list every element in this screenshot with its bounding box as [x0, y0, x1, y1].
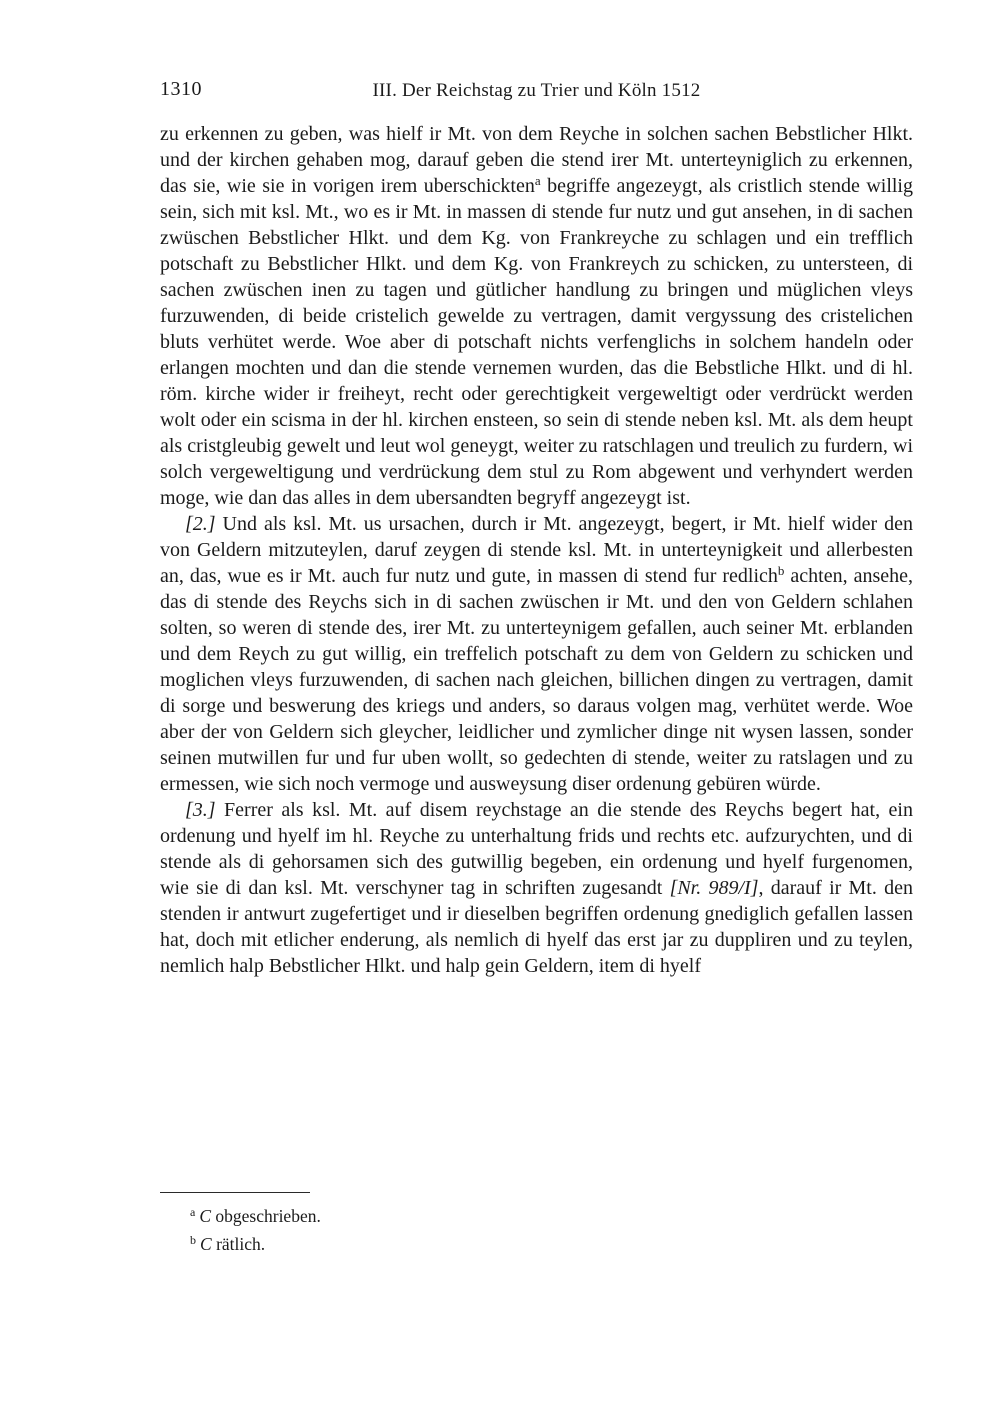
text-run: zu erkennen zu geben, was hielf ir Mt. von dem Reyche in solchen sachen Bebstlicher Hlkt. und der kirchen gehaben mog, darauf geben die stend irer Mt. unterteyniglich zu erkennen, das sie, wie sie in vorigen irem uberschickten	[160, 123, 913, 197]
footnote-marker: a	[190, 1205, 196, 1219]
footnote-block	[160, 1192, 913, 1258]
italic-text: [Nr. 989/I]	[669, 877, 759, 899]
italic-text: [2.]	[185, 513, 216, 535]
text-run: achten, ansehe, das di stende des Reychs sich in di sachen zwüschen ir Mt. und den von Geldern schlahen solten, so weren di stende des, irer Mt. zu unterteynigem gefallen, auch seiner Mt. erblanden und dem Reych zu gut willig, ein treffelich potschaft zu dem von Geldern zu schicken und moglichen vleys furzuwenden, di sachen nach gleichen, billichen dingen zu vertragen, damit di sorge und beswerung des kriegs und anders, so daraus volgen mag, verhütet werde. Woe aber der von Geldern sich gleycher, leidlicher und zymlicher dinge nit wysen lassen, sonder seinen mutwillen fur und fur uben wollt, so gedechten di stende, weiter zu ratslagen und zu ermessen, wie sich noch vermoge und ausweysung diser ordenung gebüren würde.	[160, 565, 913, 795]
footnote-text: obgeschrieben.	[211, 1206, 321, 1226]
page-number: 1310	[160, 78, 202, 100]
footnotes	[160, 1202, 913, 1258]
text-column	[160, 78, 913, 979]
text-run: Ferrer als ksl. Mt. auf disem reychstage an die stende des Reychs begert hat, ein ordenung und hyelf im hl. Reyche zu unterhaltung frids und rechts etc. aufzurychten, und di stende als di gehorsamen sich des gutwillig begeben, ein ordenung und hyelf furgenomen, wie sie di dan ksl. Mt. verschyner tag in schriften zugesandt	[160, 799, 913, 899]
text-run: begriffe angezeygt, als cristlich stende willig sein, sich mit ksl. Mt., wo es ir Mt. in massen di stende fur nutz und gut ansehen, in di sachen zwüschen Bebstlicher Hlkt. und dem Kg. von Frankreyche zu schlagen und ein trefflich potschaft zu Bebstlicher Hlkt. und dem Kg. von Frankreych zu schicken, zu untersteen, di sachen zwüschen inen zu tagen und gütlicher handlung zu bringen und müglichen vleys furzuwenden, di beide cristelich gewelde zu vertragen, damit vergyssung des cristelichen bluts verhütet werde. Woe aber di potschaft nichts verfenglichs in solchem handeln oder erlangen mochten und dan die stende vernemen wurden, das die Bebstliche Hlkt. und di hl. röm. kirche wider ir freiheyt, recht oder gerechtigkeit vergeweltigt oder verdrückt werden wolt oder ein scisma in der hl. kirchen ensteen, so sein di stende neben ksl. Mt. als dem heupt als cristgleubig gewelt und leut wol geneygt, weiter zu ratschlagen und treulich zu furdern, wi solch vergeweltigung und verdrückung dem stul zu Rom abgewent und verhyndert werden moge, wie dan das alles in dem ubersandten begryff angezeygt ist.	[160, 175, 913, 509]
footnote-reference: a	[534, 173, 541, 188]
footnote-sigla: C	[199, 1206, 212, 1226]
footnote-separator	[160, 1192, 310, 1193]
footnote	[160, 1230, 913, 1258]
footnote	[160, 1202, 913, 1230]
footnote-marker: b	[190, 1233, 196, 1247]
paragraph	[160, 511, 913, 797]
text-run: Und als ksl. Mt. us ursachen, durch ir Mt. angezeygt, begert, ir Mt. hielf wider den von Geldern mitzuteylen, daruf zeygen di stende ksl. Mt. in unterteynigkeit und allerbesten an, das, wue es ir Mt. auch fur nutz und gute, in massen di stend fur redlich	[160, 513, 913, 587]
text-run: , darauf ir Mt. den stenden ir antwurt zugefertiget und ir dieselben begriffen ordenung gnediglich gefallen lassen hat, doch mit etlicher enderung, als nemlich di hyelf das erst jar zu duppliren und zu teylen, nemlich halp Bebstlicher Hlkt. und halp gein Geldern, item di hyelf	[160, 877, 913, 977]
paragraph	[160, 797, 913, 979]
running-header: III. Der Reichstag zu Trier und Köln 1512	[372, 80, 701, 101]
italic-text: [3.]	[185, 799, 216, 821]
footnote-reference: b	[777, 563, 785, 578]
page-header	[160, 78, 913, 104]
footnote-sigla: C	[200, 1234, 212, 1254]
body-text	[160, 121, 913, 979]
footnote-text: rätlich.	[211, 1234, 266, 1254]
paragraph	[160, 121, 913, 511]
